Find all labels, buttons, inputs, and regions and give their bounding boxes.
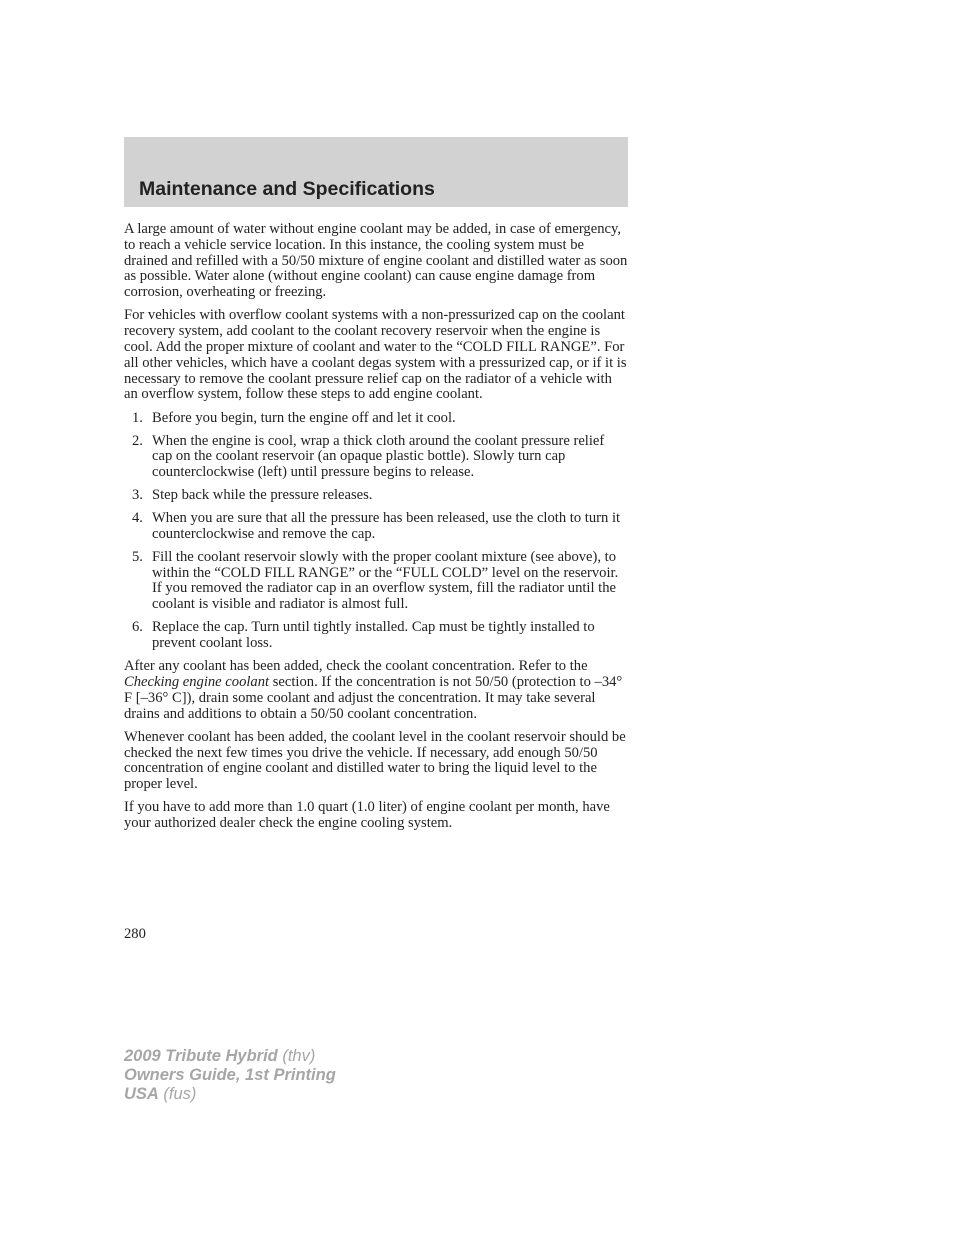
list-item	[124, 434, 628, 481]
coolant-steps-list	[124, 411, 628, 652]
list-item	[124, 550, 628, 613]
step-number: 6.	[132, 619, 143, 636]
paragraph-check-concentration	[124, 659, 628, 722]
list-item	[124, 620, 628, 652]
step-number: 4.	[132, 510, 143, 527]
concentration-text-end: section. If the concentration is not 50/50 (protection to –34° F [–36° C]), drain some coolant and adjust the concentration. It may take several drains and additions to obtain a 50/50 coolant concentration.	[124, 674, 623, 722]
footer-region-code: (fus)	[158, 1085, 197, 1104]
section-header	[124, 137, 628, 207]
step-number: 3.	[132, 487, 143, 504]
footer-line-region	[124, 1085, 336, 1104]
step-number: 5.	[132, 548, 143, 565]
paragraph-coolant-level-check: Whenever coolant has been added, the coolant level in the coolant reservoir should be checked the next few times you drive the vehicle. If necessary, add enough 50/50 concentration of engine coolant and distilled water to bring the liquid level to the proper level.	[124, 728, 626, 793]
paragraph-overflow-systems: For vehicles with overflow coolant systems with a non-pressurized cap on the coolant recovery system, add coolant to the coolant recovery reservoir when the engine is cool. Add the proper mixture of coolant and water to the “COLD FILL RANGE”. For all other vehicles, which have a coolant degas system with a pressurized cap, or if it is necessary to remove the coolant pressure relief cap on the radiator of a vehicle with an overflow system, follow these steps to add engine coolant.	[124, 307, 627, 403]
step-text: When the engine is cool, wrap a thick cloth around the coolant pressure relief cap on the coolant reservoir (an opaque plastic bottle). Slowly turn cap counterclockwise (left) until pressure begins to release.	[152, 432, 605, 481]
page-content	[124, 222, 628, 839]
section-title: Maintenance and Specifications	[139, 178, 435, 200]
list-item	[124, 511, 628, 543]
paragraph-dealer-check: If you have to add more than 1.0 quart (1.0 liter) of engine coolant per month, have your authorized dealer check the engine cooling system.	[124, 799, 610, 832]
footer-line-guide	[124, 1066, 336, 1085]
step-text: When you are sure that all the pressure has been released, use the cloth to turn it counterclockwise and remove the cap.	[152, 510, 621, 542]
list-item	[124, 411, 628, 427]
concentration-text-start: After any coolant has been added, check the coolant concentration. Refer to the	[124, 658, 588, 675]
document-footer	[124, 1047, 336, 1105]
step-number: 1.	[132, 409, 143, 426]
footer-model: 2009 Tribute Hybrid	[124, 1047, 278, 1065]
step-text: Step back while the pressure releases.	[152, 487, 373, 504]
step-number: 2.	[132, 432, 143, 449]
step-text: Replace the cap. Turn until tightly installed. Cap must be tightly installed to prevent coolant loss.	[152, 619, 595, 652]
page-number: 280	[124, 926, 146, 942]
footer-guide: Owners Guide, 1st Printing	[124, 1066, 336, 1085]
footer-line-model	[124, 1047, 336, 1066]
paragraph-water-emergency: A large amount of water without engine coolant may be added, in case of emergency, to reach a vehicle service location. In this instance, the cooling system must be drained and refilled with a 50/50 mixture of engine coolant and distilled water as soon as possible. Water alone (without engine coolant) can cause engine damage from corrosion, overheating or freezing.	[124, 221, 628, 301]
footer-region: USA	[124, 1085, 159, 1104]
footer-model-code: (thv)	[277, 1047, 316, 1065]
checking-engine-coolant-reference: Checking engine coolant	[124, 674, 270, 691]
step-text: Before you begin, turn the engine off and let it cool.	[152, 409, 456, 426]
step-text: Fill the coolant reservoir slowly with the proper coolant mixture (see above), to within the “COLD FILL RANGE” or the “FULL COLD” level on the reservoir. If you removed the radiator cap in an overflow system, fill the radiator until the coolant is visible and radiator is almost full.	[152, 548, 619, 613]
list-item	[124, 488, 628, 504]
